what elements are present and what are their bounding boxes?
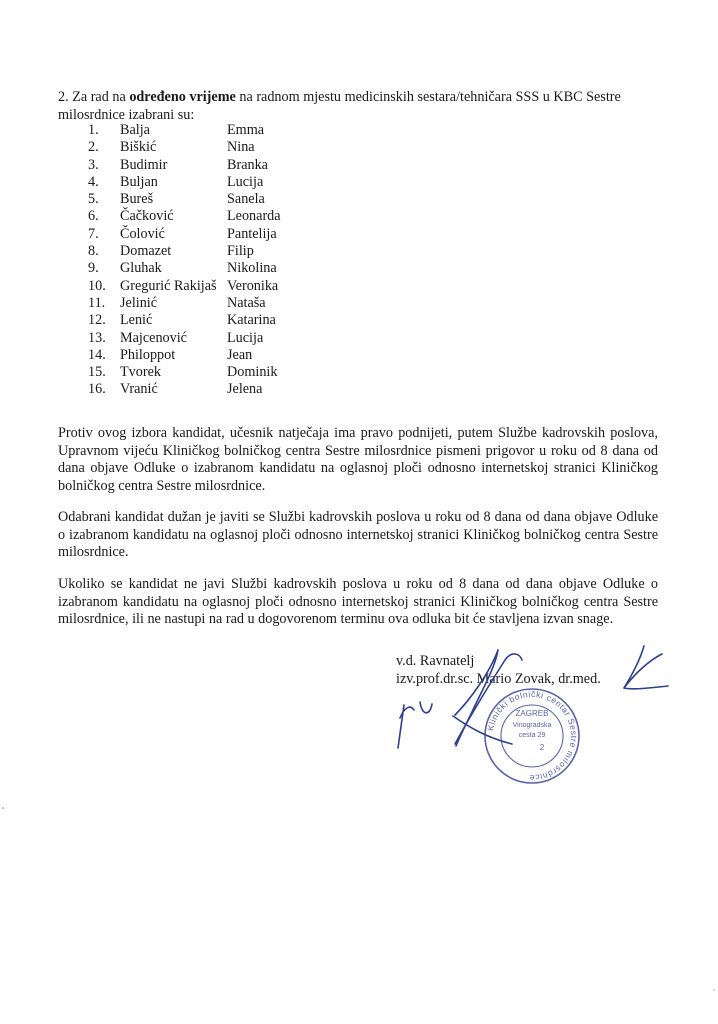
intro-prefix: 2. Za rad na: [58, 89, 130, 105]
candidate-surname: Domazet: [120, 243, 172, 260]
candidate-first-name: Nikolina: [227, 260, 277, 277]
candidate-first-name: Leonarda: [227, 208, 281, 225]
candidate-first-name: Nataša: [227, 294, 266, 311]
candidate-surname: Lenić: [120, 312, 153, 329]
candidate-surname: Čačković: [120, 208, 174, 225]
candidate-number: 10.: [88, 277, 106, 294]
candidate-number: 13.: [88, 329, 106, 346]
candidate-first-name: Lucija: [227, 329, 264, 346]
candidate-surname: Vranić: [120, 381, 158, 398]
candidate-number: 2.: [88, 139, 99, 156]
candidate-first-name: Jean: [227, 346, 253, 363]
candidate-surname: Jelinić: [120, 294, 158, 311]
candidate-surname: Gregurić Rakijaš: [120, 277, 217, 294]
signature-title: v.d. Ravnatelj: [396, 653, 475, 669]
candidate-number: 16.: [88, 381, 106, 398]
candidate-number: 6.: [88, 208, 99, 225]
signature-name: izv.prof.dr.sc. Mario Zovak, dr.med.: [396, 671, 601, 687]
candidate-first-name: Nina: [227, 139, 255, 156]
candidate-surname: Philoppot: [120, 346, 176, 363]
stamp-street: Vinogradska: [512, 722, 552, 729]
intro-bold: određeno vrijeme: [129, 89, 236, 105]
candidate-first-name: Lucija: [227, 173, 264, 190]
candidate-surname: Budimir: [120, 156, 168, 173]
stamp-ring-text: Klinički bolnički centar Sestre milosrdnice: [485, 688, 580, 784]
candidate-number: 14.: [88, 346, 106, 363]
void-paragraph: Ukoliko se kandidat ne javi Službi kadrovskih poslova u roku od 8 dana od dana objave Odluke o izabranom kandidatu na oglasnoj ploči odnosno internetskoj stranici Kliničkog bolničkog centra Sestre milosrdnice, ili ne nastupi na rad u dogovorenom terminu ova odluka bit će stavljena izvan snage.: [58, 576, 658, 627]
candidate-surname: Biškić: [120, 139, 157, 156]
stamp-id: 2: [539, 743, 545, 752]
candidate-number: 15.: [88, 364, 106, 381]
candidate-surname: Buljan: [120, 173, 158, 190]
candidate-first-name: Veronika: [227, 277, 279, 294]
candidate-first-name: Filip: [227, 243, 254, 260]
candidate-number: 11.: [88, 294, 106, 311]
candidate-number: 12.: [88, 312, 106, 329]
candidate-first-name: Sanela: [227, 191, 265, 208]
candidate-first-name: Jelena: [227, 381, 263, 398]
candidate-number: 5.: [88, 191, 99, 208]
candidate-first-name: Dominik: [227, 364, 278, 381]
candidate-surname: Majcenović: [120, 329, 187, 346]
candidate-number: 1.: [88, 122, 99, 138]
candidate-number: 7.: [88, 225, 99, 242]
candidate-number: 4.: [88, 173, 99, 190]
candidate-first-name: Branka: [227, 156, 268, 173]
candidate-number: 3.: [88, 156, 99, 173]
appeal-paragraph: Protiv ovog izbora kandidat, učesnik natječaja ima pravo podnijeti, putem Službe kadrovskih poslova, Upravnom vijeću Kliničkog bolničkog centra Sestre milosrdnice pismeni prigovor u roku od 8 dana od dana objave Odluke o izabranom kandidatu na oglasnoj ploči odnosno internetskoj stranici Kliničkog bolničkog centra Sestre milosrdnice.: [58, 425, 658, 494]
candidate-surname: Čolović: [120, 225, 165, 242]
candidate-surname: Balja: [120, 122, 150, 138]
stamp-number: cesta 29: [518, 732, 546, 739]
candidate-surname: Tvorek: [120, 364, 161, 381]
candidate-first-name: Emma: [227, 122, 265, 138]
candidate-surname: Gluhak: [120, 260, 162, 277]
intro-suffix: na radnom mjestu medicinskih sestara/tehničara SSS u KBC Sestre milosrdnice izabrani su:: [58, 89, 621, 123]
candidate-number: 8.: [88, 243, 99, 260]
candidate-first-name: Pantelija: [227, 225, 277, 242]
candidate-surname: Bureš: [120, 191, 154, 208]
candidate-first-name: Katarina: [227, 312, 276, 329]
candidate-number: 9.: [88, 260, 99, 277]
stamp-city: ZAGREB: [515, 709, 549, 718]
report-paragraph: Odabrani kandidat dužan je javiti se Službi kadrovskih poslova u roku od 8 dana od dana objave Odluke o izabranom kandidatu na oglasnoj ploči odnosno internetskoj stranici Kliničkog bolničkog centra Sestre milosrdnice.: [58, 509, 658, 560]
